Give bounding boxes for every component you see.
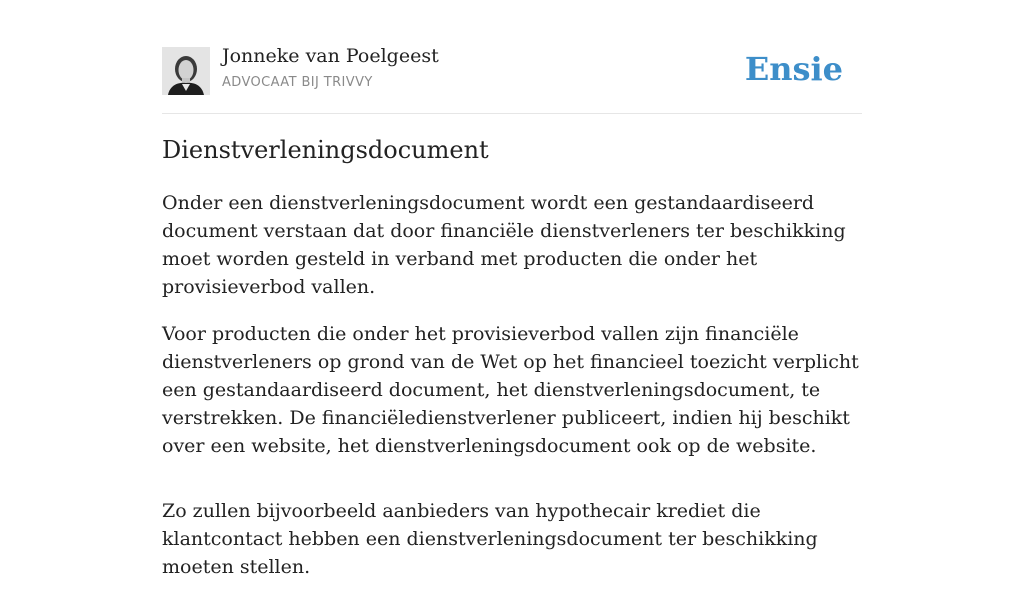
author-name[interactable]: Jonneke van Poelgeest xyxy=(222,45,439,67)
author-role: ADVOCAAT BIJ TRIVVY xyxy=(222,75,373,90)
author-portrait-icon xyxy=(162,47,210,95)
article-header xyxy=(162,0,862,114)
article-paragraph: Voor producten die onder het provisieverbod vallen zijn financiële dienstverleners op grond van de Wet op het financieel toezicht verplicht een gestandaardiseerd document, het dienstverleningsdocument, te verstrekken. De financiëledienstverlener publiceert, indien hij beschikt over een website, het dienstverleningsdocument ook op de website. xyxy=(162,323,859,457)
article-body xyxy=(162,189,862,600)
article-paragraph: Zo zullen bijvoorbeeld aanbieders van hypothecair krediet die klantcontact hebben een dienstverleningsdocument ter beschikking moeten stellen. xyxy=(162,500,818,578)
article-paragraph: Onder een dienstverleningsdocument wordt een gestandaardiseerd document verstaan dat door financiële dienstverleners ter beschikking moet worden gesteld in verband met producten die onder het provisieverbod vallen. xyxy=(162,192,846,298)
article-card xyxy=(162,0,862,578)
brand-logo[interactable]: Ensie xyxy=(744,50,843,88)
article-title: Dienstverleningsdocument xyxy=(162,136,489,164)
author-avatar[interactable] xyxy=(162,47,210,95)
